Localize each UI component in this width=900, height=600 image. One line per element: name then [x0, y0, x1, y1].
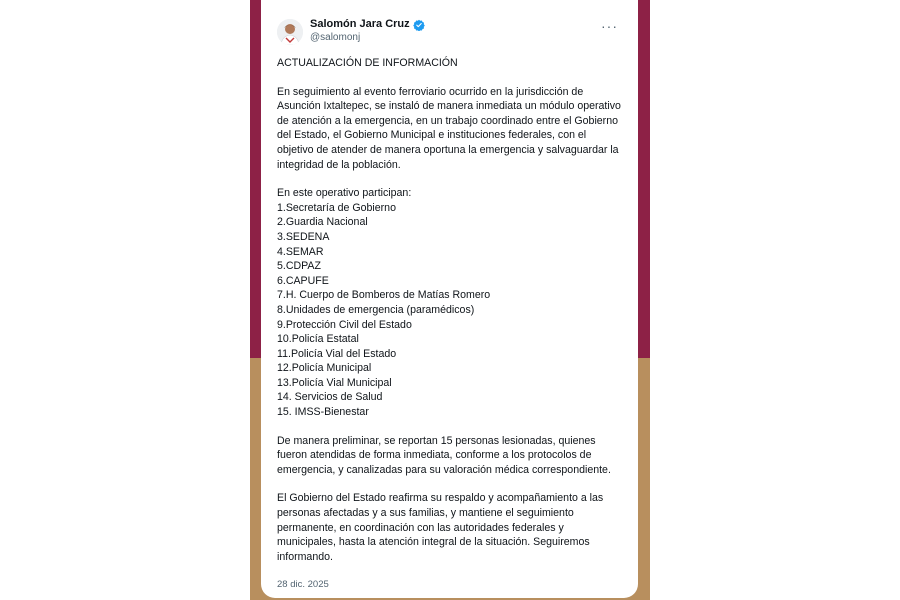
- post-title: ACTUALIZACIÓN DE INFORMACIÓN: [277, 57, 458, 69]
- post-body: [277, 56, 622, 593]
- verified-badge-icon: [413, 18, 425, 30]
- list-item: 9.Protección Civil del Estado: [277, 318, 412, 331]
- author-name[interactable]: Salomón Jara Cruz: [310, 18, 410, 30]
- author-info: [310, 18, 425, 43]
- list-item: 10.Policía Estatal: [277, 333, 359, 346]
- list-item: 11.Policía Vial del Estado: [277, 347, 397, 360]
- list-item: 4.SEMAR: [277, 245, 324, 258]
- list-heading: En este operativo participan:: [277, 187, 412, 200]
- participants-list: [277, 201, 622, 420]
- avatar[interactable]: [277, 19, 303, 45]
- avatar-photo-icon: [277, 19, 303, 45]
- more-options-icon[interactable]: ···: [601, 18, 618, 34]
- list-item: 3.SEDENA: [277, 230, 330, 243]
- list-item: 13.Policía Vial Municipal: [277, 376, 392, 389]
- list-item: 1.Secretaría de Gobierno: [277, 201, 396, 214]
- post-header: [277, 16, 622, 46]
- list-item: 15. IMSS-Bienestar: [277, 406, 369, 419]
- list-item: 2.Guardia Nacional: [277, 216, 368, 229]
- list-item: 5.CDPAZ: [277, 260, 321, 273]
- list-item: 7.H. Cuerpo de Bomberos de Matías Romero: [277, 289, 491, 302]
- closing-statement: El Gobierno del Estado reafirma su respaldo y acompañamiento a las personas afectadas y a sus familias, y mantiene el seguimiento permanente, en coordinación con las autoridades federales y municipales, hasta la atención integral de la situación. Seguiremos informando.: [277, 492, 604, 563]
- post-timestamp[interactable]: 28 dic. 2025: [277, 579, 329, 591]
- injured-report: De manera preliminar, se reportan 15 personas lesionadas, quienes fueron atendidas de forma inmediata, conforme a los protocolos de emergencia, y canalizadas para su valoración médica correspondiente.: [277, 434, 611, 476]
- post-intro: En seguimiento al evento ferroviario ocurrido en la jurisdicción de Asunción Ixtaltepec, se instaló de manera inmediata un módulo operativo de atención a la emergencia, en un trabajo coordinado entre el Gobierno del Estado, el Gobierno Municipal e instituciones federales, con el objetivo de atender de manera oportuna la emergencia y salvaguardar la integridad de la población.: [277, 85, 621, 171]
- author-handle[interactable]: @salomonj: [310, 32, 361, 43]
- list-item: 6.CAPUFE: [277, 274, 329, 287]
- list-item: 12.Policía Municipal: [277, 362, 372, 375]
- post-card: [261, 0, 638, 598]
- list-item: 14. Servicios de Salud: [277, 391, 383, 404]
- list-item: 8.Unidades de emergencia (paramédicos): [277, 303, 475, 316]
